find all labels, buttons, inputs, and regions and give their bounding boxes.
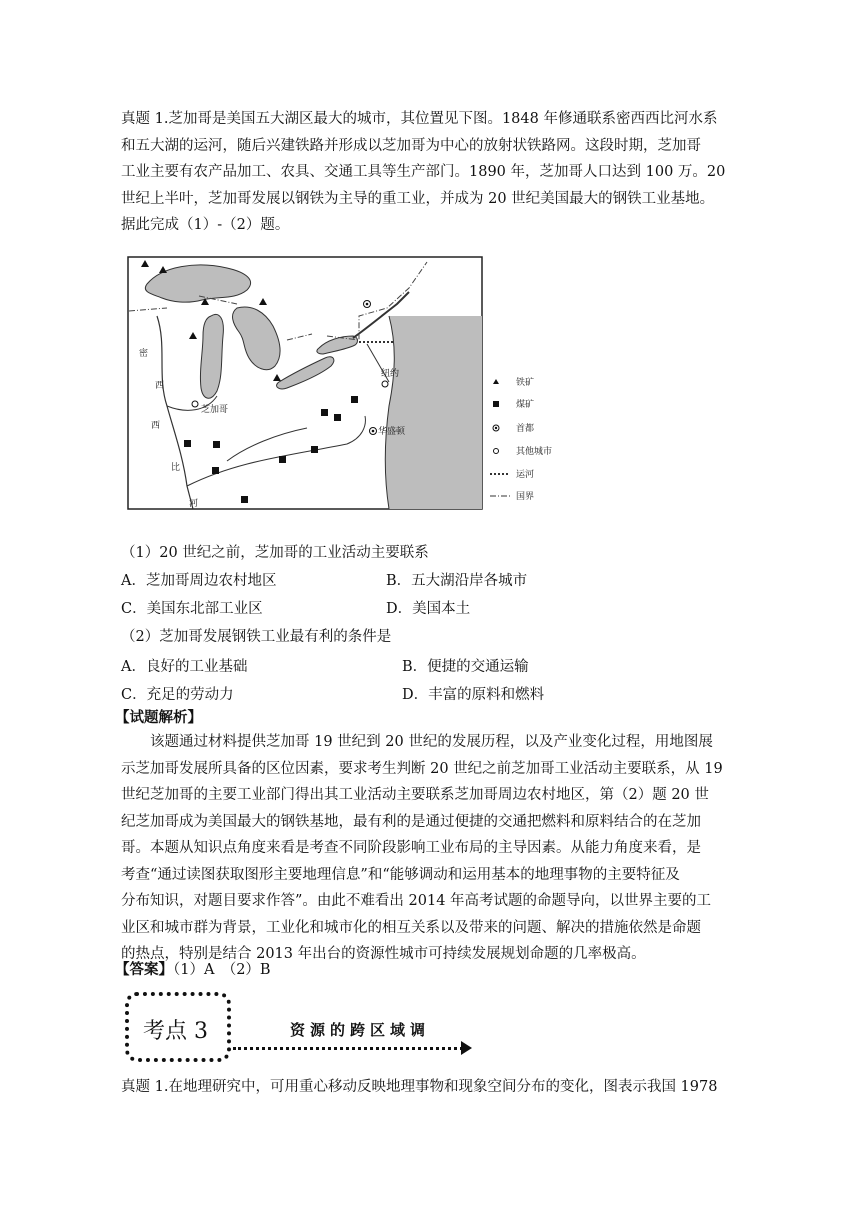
sub1-option-d: D．美国本土 xyxy=(386,601,471,617)
city-marker-chicago xyxy=(192,401,198,407)
coal-mine xyxy=(241,496,248,503)
question1-line: 工业主要有农产品加工、农具、交通工具等生产部门。1890 年，芝加哥人口达到 100 万。20 xyxy=(121,164,726,180)
legend-border: 国界 xyxy=(516,492,535,502)
analysis-line: 该题通过材料提供芝加哥 19 世纪到 20 世纪的发展历程，以及产业变化过程，用地图展 xyxy=(121,734,713,750)
kaodian-title: 资源的跨区域调 xyxy=(290,1021,431,1039)
map-legend xyxy=(488,372,588,508)
coal-mine xyxy=(334,414,341,421)
legend-city: 其他城市 xyxy=(516,447,553,457)
map-label-mississippi: 密 xyxy=(139,349,149,359)
sub1-stem: （1）20 世纪之前，芝加哥的工业活动主要联系 xyxy=(121,545,429,561)
map-label-mississippi: 比 xyxy=(171,463,181,473)
sub1-option-a: A．芝加哥周边农村地区 xyxy=(121,573,277,589)
map-label-newyork: 纽约 xyxy=(381,369,400,379)
coal-mine xyxy=(279,456,286,463)
kaodian-box xyxy=(125,992,231,1062)
analysis-heading: 【试题解析】 xyxy=(115,709,202,726)
kaodian-arrow-line xyxy=(233,1047,463,1050)
analysis-text xyxy=(121,729,741,968)
map-label-mississippi: 西 xyxy=(155,381,165,391)
map-label-chicago: 芝加哥 xyxy=(201,405,229,415)
sub2-stem: （2）芝加哥发展钢铁工业最有利的条件是 xyxy=(121,629,392,645)
chicago-location-map xyxy=(127,256,483,510)
coal-mine xyxy=(184,440,191,447)
map-label-mississippi: 河 xyxy=(189,499,199,509)
sub1-option-c: C．美国东北部工业区 xyxy=(121,601,263,617)
city-marker-newyork xyxy=(382,381,388,387)
answer xyxy=(115,958,271,979)
sub1-option-b: B．五大湖沿岸各城市 xyxy=(386,573,528,589)
analysis-line: 哥。本题从知识点角度来看是考查不同阶段影响工业布局的主导因素。从能力角度来看，是 xyxy=(121,840,701,856)
map-label-washington: 华盛顿 xyxy=(378,427,406,437)
sub2-option-a: A．良好的工业基础 xyxy=(121,659,248,675)
analysis-line: 示芝加哥发展所具备的区位因素，要求考生判断 20 世纪之前芝加哥工业活动主要联系，从 19 xyxy=(121,760,723,777)
kaodian-label: 考点 3 xyxy=(143,1019,208,1044)
question1-line: 和五大湖的运河，随后兴建铁路并形成以芝加哥为中心的放射状铁路网。这段时期，芝加哥 xyxy=(121,137,701,154)
question2-text: 真题 1.在地理研究中，可用重心移动反映地理事物和现象空间分布的变化，图表示我国 1978 xyxy=(121,1079,718,1095)
coal-mine xyxy=(212,467,219,474)
analysis-line: 分布知识，对题目要求作答”。由此不难看出 2014 年高考试题的命题导向，以世界主要的工 xyxy=(121,893,712,909)
legend-capital: 首都 xyxy=(516,424,535,434)
legend-canal: 运河 xyxy=(516,470,535,480)
analysis-line: 考查“通过读图获取图形主要地理信息”和“能够调动和运用基本的地理事物的主要特征及 xyxy=(121,866,680,883)
analysis-line: 的热点，特别是结合 2013 年出台的资源性城市可持续发展规划命题的几率极高。 xyxy=(121,946,646,962)
map-label-mississippi: 西 xyxy=(151,421,161,431)
answer-label: 【答案】 xyxy=(115,961,173,978)
coal-mine xyxy=(321,409,328,416)
legend-iron: 铁矿 xyxy=(516,378,535,388)
question1-text xyxy=(121,106,741,239)
coal-mine xyxy=(351,396,358,403)
sub2-option-c: C．充足的劳动力 xyxy=(121,687,234,703)
question1-line: 真题 1.芝加哥是美国五大湖区最大的城市，其位置见下图。1848 年修通联系密西西比河水系 xyxy=(121,111,718,127)
coal-mine xyxy=(311,446,318,453)
question1-line: 据此完成（1）-（2）题。 xyxy=(121,217,290,233)
answer-text: （1）A （2）B xyxy=(173,962,271,978)
sub2-option-b: B．便捷的交通运输 xyxy=(402,659,529,675)
sub2-option-d: D．丰富的原料和燃料 xyxy=(402,687,545,703)
coal-mine xyxy=(213,441,220,448)
analysis-line: 纪芝加哥成为美国最大的钢铁基地，最有利的是通过便捷的交通把燃料和原料结合的在芝加 xyxy=(121,813,701,830)
arrow-right-icon xyxy=(461,1041,472,1055)
analysis-line: 业区和城市群为背景，工业化和城市化的相互关系以及带来的问题、解决的措施依然是命题 xyxy=(121,919,701,936)
question1-line: 世纪上半叶，芝加哥发展以钢铁为主导的重工业，并成为 20 世纪美国最大的钢铁工业基地。 xyxy=(121,190,715,207)
analysis-line: 世纪芝加哥的主要工业部门得出其工业活动主要联系芝加哥周边农村地区，第（2）题 20 世 xyxy=(121,787,709,803)
legend-coal: 煤矿 xyxy=(516,400,535,410)
